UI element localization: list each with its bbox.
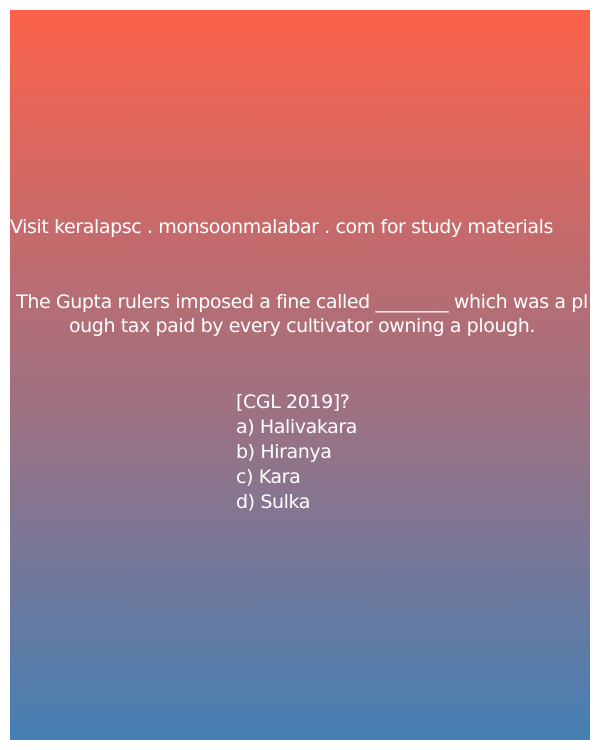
option-b: b) Hiranya: [236, 441, 332, 463]
exam-tag: [CGL 2019]?: [236, 391, 350, 413]
option-c: c) Kara: [236, 466, 301, 488]
question-text: The Gupta rulers imposed a fine called ________ which was a plough tax paid by every cultivator owning a plough.: [16, 291, 588, 337]
option-a: a) Halivakara: [236, 416, 358, 438]
option-d: d) Sulka: [236, 491, 311, 513]
quiz-card: [10, 10, 590, 740]
promo-text: Visit keralapsc . monsoonmalabar . com for study materials: [10, 216, 554, 238]
options-list: [236, 390, 576, 515]
